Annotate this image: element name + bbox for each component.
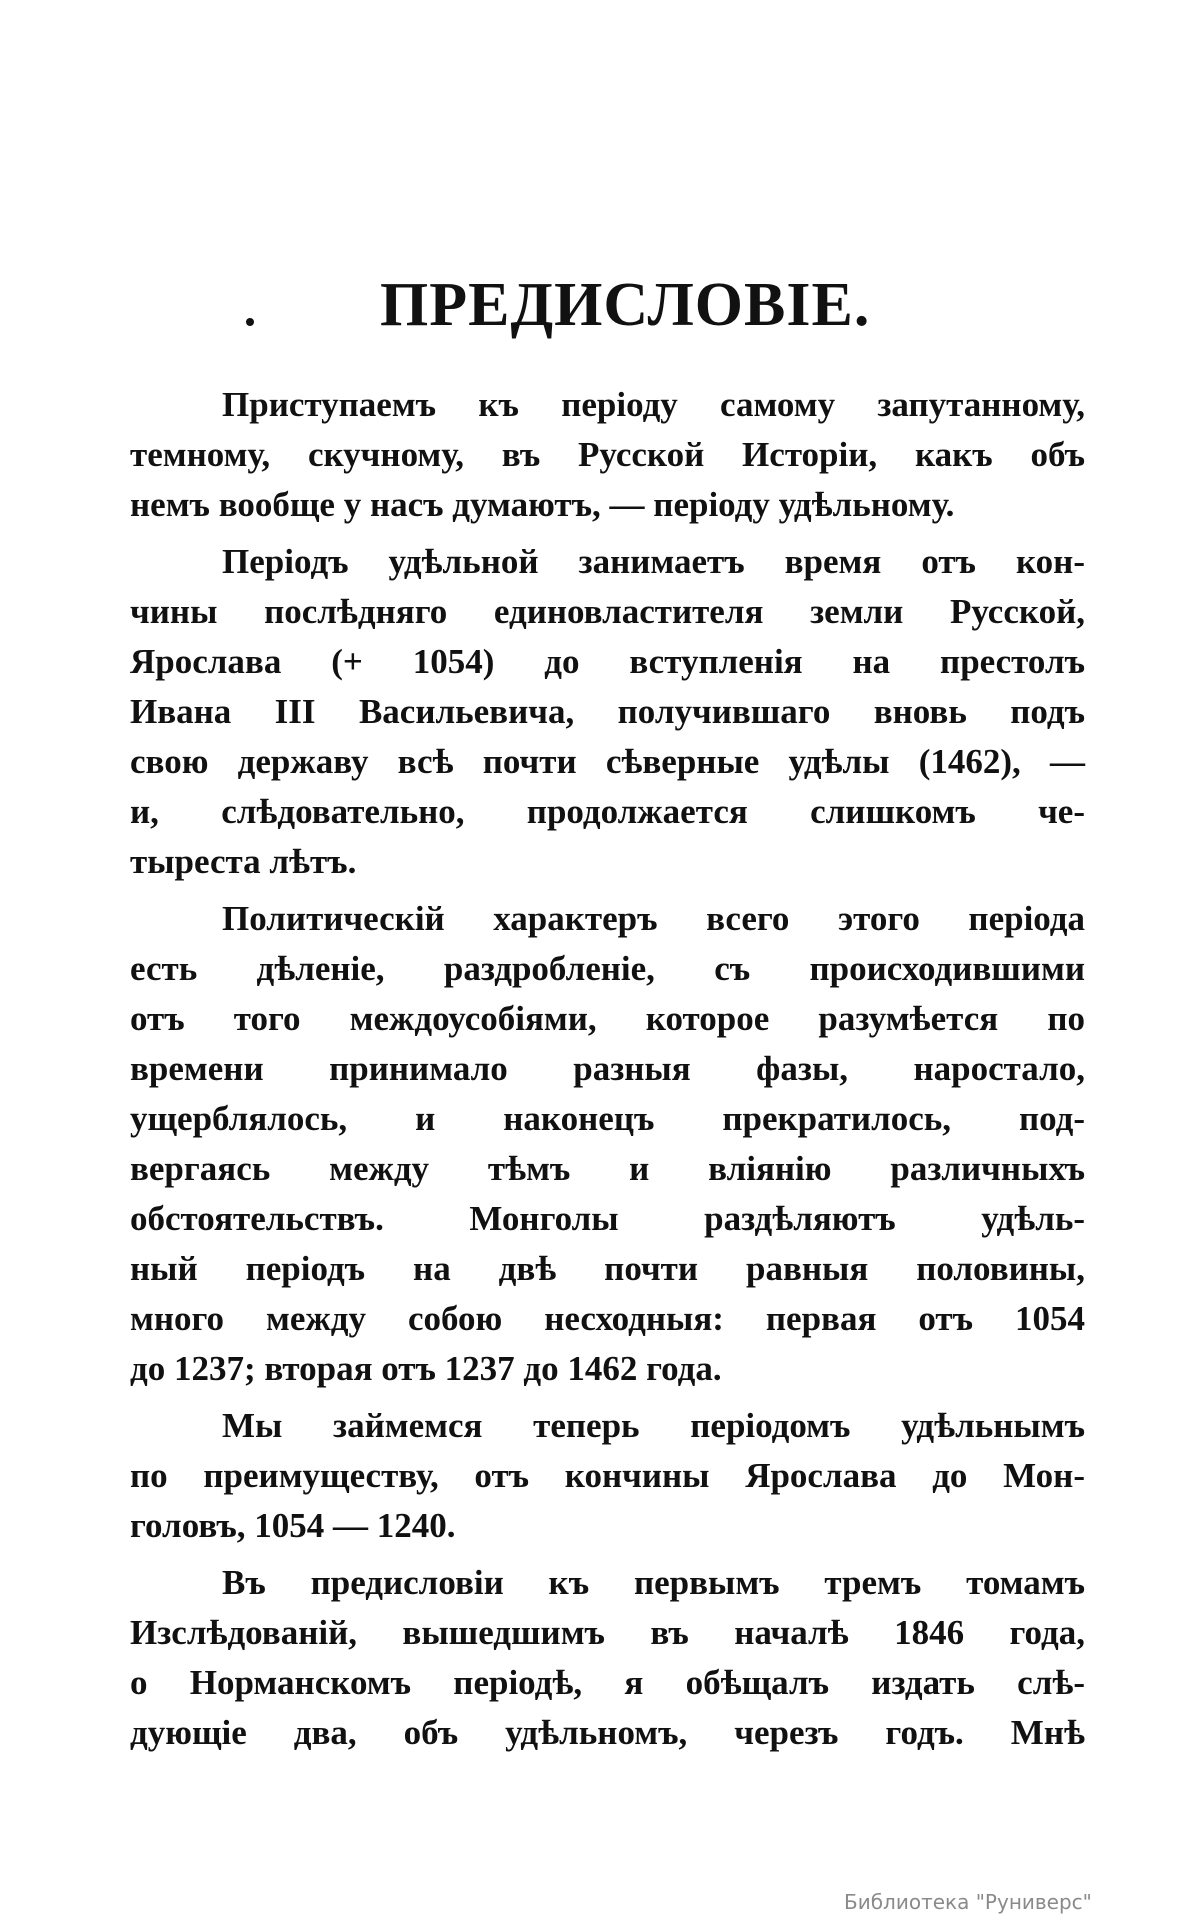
- text-line: Политическій характеръ всего этого періода: [222, 899, 1085, 938]
- text-line: обстоятельствъ. Монголы раздѣляютъ удѣль-: [130, 1199, 1085, 1238]
- text-line: Въ предисловіи къ первымъ тремъ томамъ: [222, 1563, 1085, 1602]
- text-line: Ивана III Васильевича, получившаго вновь подъ: [130, 692, 1085, 731]
- text-line: есть дѣленіе, раздробленіе, съ происходившими: [130, 949, 1085, 988]
- paragraph-5: [130, 1558, 1085, 1758]
- text-line: ный періодъ на двѣ почти равныя половины,: [130, 1249, 1085, 1288]
- text-line: о Норманскомъ періодѣ, я обѣщалъ издать слѣ-: [130, 1663, 1085, 1702]
- paragraph-2: [130, 537, 1085, 887]
- paragraph-4: [130, 1401, 1085, 1551]
- text-line: чины послѣдняго единовластителя земли Русской,: [130, 592, 1085, 631]
- text-line: темному, скучному, въ Русской Исторіи, какъ объ: [130, 435, 1085, 474]
- paragraph-3: [130, 894, 1085, 1394]
- text-line: вергаясь между тѣмъ и вліянію различныхъ: [130, 1149, 1085, 1188]
- text-line: отъ того междоусобіями, которое разумѣется по: [130, 999, 1085, 1038]
- text-line: тыреста лѣтъ.: [130, 842, 357, 881]
- text-line: по преимуществу, отъ кончины Ярослава до Мон-: [130, 1456, 1085, 1495]
- paragraph-1: [130, 380, 1085, 530]
- ink-dot-mark: [246, 318, 254, 326]
- text-line: до 1237; вторая отъ 1237 до 1462 года.: [130, 1349, 722, 1388]
- page-title: ПРЕДИСЛОВІЕ.: [380, 271, 871, 339]
- text-line: ущерблялось, и наконецъ прекратилось, под-: [130, 1099, 1085, 1138]
- text-line: Приступаемъ къ періоду самому запутанному,: [222, 385, 1085, 424]
- text-line: много между собою несходныя: первая отъ 1054: [130, 1299, 1085, 1338]
- text-line: времени принимало разныя фазы, наростало,: [130, 1049, 1085, 1088]
- text-line: Изслѣдованій, вышедшимъ въ началѣ 1846 года,: [130, 1613, 1085, 1652]
- text-line: немъ вообще у насъ думаютъ, — періоду удѣльному.: [130, 485, 955, 524]
- body-text: [130, 380, 1085, 1758]
- text-line: дующіе два, объ удѣльномъ, черезъ годъ. Мнѣ: [130, 1713, 1085, 1752]
- text-line: Ярослава (+ 1054) до вступленія на престолъ: [130, 642, 1085, 681]
- text-line: Мы займемся теперь періодомъ удѣльнымъ: [222, 1406, 1085, 1445]
- text-line: свою державу всѣ почти сѣверные удѣлы (1462), —: [130, 742, 1085, 781]
- text-line: Періодъ удѣльной занимаетъ время отъ кон-: [222, 542, 1085, 581]
- text-line: головъ, 1054 — 1240.: [130, 1506, 456, 1545]
- text-line: и, слѣдовательно, продолжается слишкомъ че-: [130, 792, 1085, 831]
- library-watermark: Библиотека "Руниверс": [844, 1890, 1092, 1914]
